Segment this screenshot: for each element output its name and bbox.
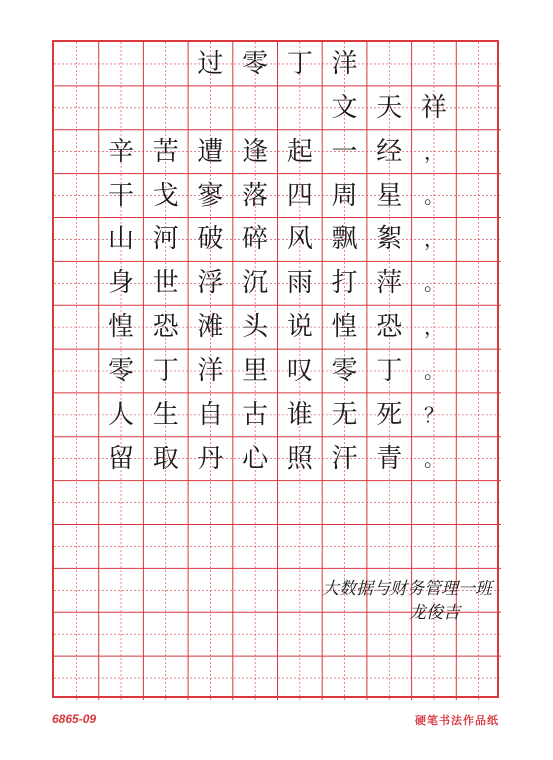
punctuation-char: ？ — [423, 402, 444, 427]
poem-char: 古 — [242, 399, 269, 430]
paper-code: 6865-09 — [52, 712, 97, 726]
poem-char: 身 — [108, 268, 135, 299]
poem-char: 人 — [108, 399, 135, 430]
poem-char: 零 — [331, 355, 358, 386]
poem-char: 起 — [286, 136, 313, 167]
poem-char: 叹 — [286, 355, 313, 386]
punctuation-char: 。 — [423, 271, 444, 296]
poem-char: 惶 — [331, 312, 358, 343]
poem-char: 一 — [331, 136, 358, 167]
author-char: 祥 — [420, 92, 447, 123]
poem-char: 落 — [242, 180, 269, 211]
poem-char: 遭 — [197, 136, 224, 167]
poem-char: 星 — [376, 180, 403, 211]
poem-char: 碎 — [242, 224, 269, 255]
calligraphy-paper — [52, 40, 499, 698]
poem-char: 经 — [376, 136, 403, 167]
poem-char: 零 — [108, 355, 135, 386]
poem-char: 逢 — [242, 136, 269, 167]
punctuation-char: 。 — [423, 446, 444, 471]
poem-char: 辛 — [108, 136, 135, 167]
poem-char: 山 — [108, 224, 135, 255]
poem-char: 丹 — [197, 443, 224, 474]
poem-char: 汗 — [331, 443, 358, 474]
punctuation-char: ， — [423, 315, 444, 340]
poem-char: 河 — [152, 224, 179, 255]
poem-char: 丁 — [152, 355, 179, 386]
poem-char: 青 — [376, 443, 403, 474]
poem-char: 四 — [286, 180, 313, 211]
poem-char: 丁 — [376, 355, 403, 386]
author-char: 天 — [376, 92, 403, 123]
poem-char: 滩 — [197, 312, 224, 343]
punctuation-char: ， — [423, 227, 444, 252]
poem-char: 自 — [197, 399, 224, 430]
poem-char: 雨 — [286, 268, 313, 299]
poem-char: 谁 — [286, 399, 313, 430]
signature-name: 龙俊吉 — [409, 603, 460, 623]
paper-brand-label: 硬笔书法作品纸 — [415, 715, 499, 727]
poem-char: 心 — [242, 443, 269, 474]
poem-char: 周 — [331, 180, 358, 211]
poem-char: 照 — [286, 443, 313, 474]
poem-char: 取 — [152, 443, 179, 474]
title-char: 丁 — [286, 48, 313, 79]
poem-char: 打 — [331, 268, 358, 299]
poem-char: 风 — [286, 224, 313, 255]
poem-char: 萍 — [376, 268, 403, 299]
poem-char: 絮 — [376, 224, 403, 255]
poem-char: 无 — [331, 399, 358, 430]
poem-char: 洋 — [197, 355, 224, 386]
poem-char: 里 — [242, 355, 269, 386]
poem-char: 留 — [108, 443, 135, 474]
poem-char: 破 — [197, 224, 224, 255]
poem-char: 寥 — [197, 180, 224, 211]
poem-char: 戈 — [152, 180, 179, 211]
poem-char: 飘 — [331, 224, 358, 255]
poem-char: 死 — [376, 399, 403, 430]
poem-char: 沉 — [242, 268, 269, 299]
poem-char: 头 — [242, 312, 269, 343]
poem-char: 苦 — [152, 136, 179, 167]
poem-char: 生 — [152, 399, 179, 430]
author-char: 文 — [331, 92, 358, 123]
title-char: 零 — [242, 48, 269, 79]
title-char: 洋 — [331, 48, 358, 79]
signature-class: 大数据与财务管理一班 — [322, 579, 492, 599]
poem-char: 惶 — [108, 312, 135, 343]
punctuation-char: 。 — [423, 358, 444, 383]
poem-char: 世 — [152, 268, 179, 299]
title-char: 过 — [197, 48, 224, 79]
punctuation-char: ， — [423, 139, 444, 164]
poem-char: 恐 — [376, 312, 403, 343]
poem-char: 说 — [286, 312, 313, 343]
poem-char: 干 — [108, 180, 135, 211]
poem-char: 恐 — [152, 312, 179, 343]
poem-char: 浮 — [197, 268, 224, 299]
punctuation-char: 。 — [423, 183, 444, 208]
